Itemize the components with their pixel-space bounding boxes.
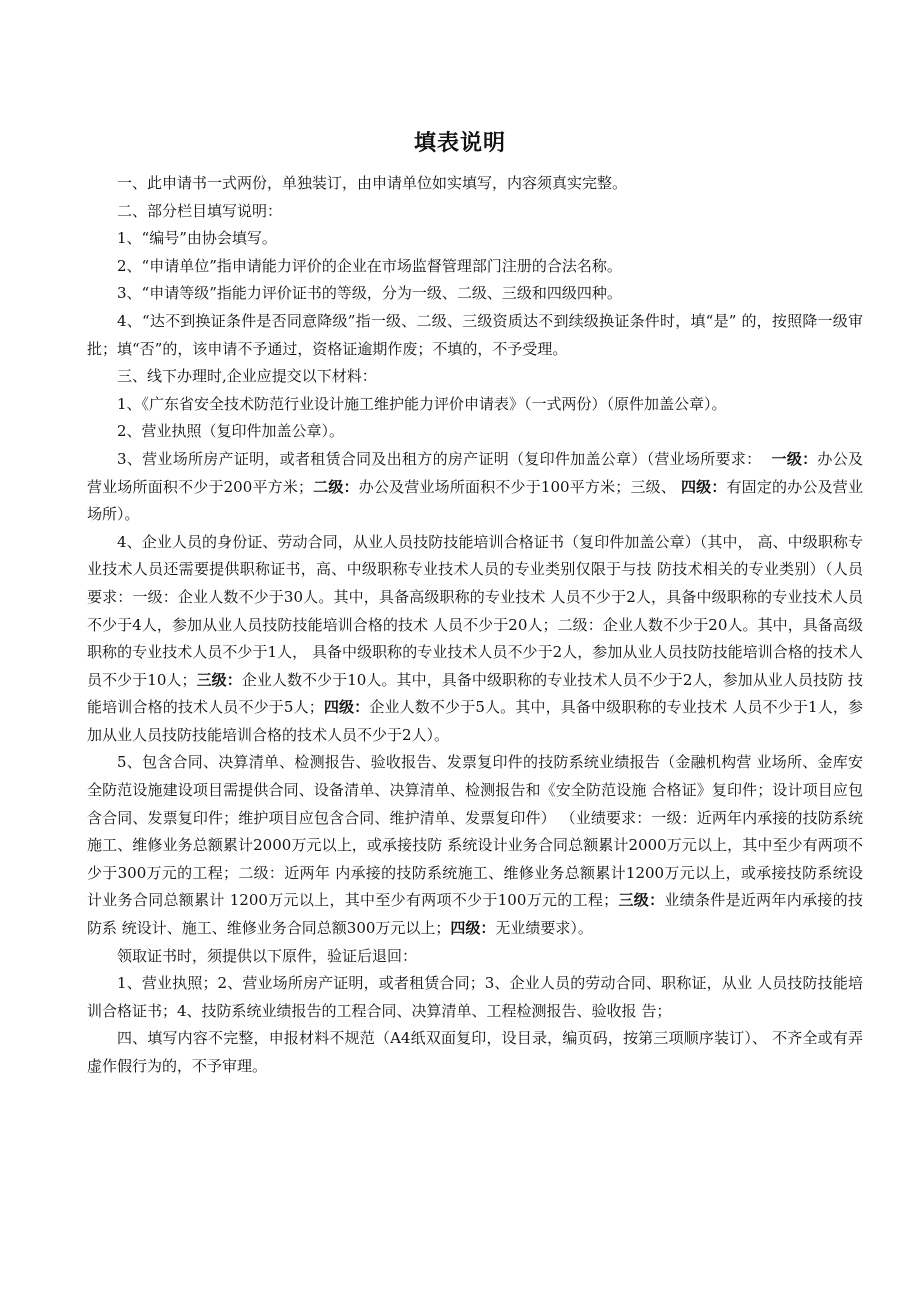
paragraph-p2 xyxy=(87,198,863,226)
text-segment: 3、“申请等级”指能力评价证书的等级，分为一级、二级、三级和四级四种。 xyxy=(117,284,622,303)
text-segment: 4、企业人员的身份证、劳动合同，从业人员技防技能培训合格证书（复印件加盖公章）（其中， 高、中级职称专业技术人员还需要提供职称证书，高、中级职称专业技术人员的专业类别仅限于与技 防技术相关的专业类别）（人员要求：一级：企业人数不少于30人。其中，具备高级职称的专业技术 人员不少于2人，具备中级职称的专业技术人员不少于4人，参加从业人员技防技能培训合格的技术 人员不少于20人；二级：企业人数不少于20人。其中，具备高级职称的专业技术人员不少于1人， 具备中级职称的专业技术人员不少于2人，参加从业人员技防技能培训合格的技术人员不少于10人； xyxy=(87,532,863,689)
paragraph-p4 xyxy=(87,253,863,281)
text-segment: 1、营业执照；2、营业场所房产证明，或者租赁合同；3、企业人员的劳动合同、职称证，从业 人员技防技能培训合格证书；4、技防系统业绩报告的工程合同、决算清单、工程检测报告、验收报 告； xyxy=(87,974,863,1020)
text-segment: 1、《广东省安全技术防范行业设计施工维护能力评价申请表》（一式两份）（原件加盖公章）。 xyxy=(117,394,727,413)
text-segment: 三、线下办理时,企业应提交以下材料： xyxy=(117,367,377,386)
paragraph-p9 xyxy=(87,418,863,446)
text-segment: 办公及营业场所面积不少于200平方米； xyxy=(87,449,863,496)
text-segment: 无业绩要求）。 xyxy=(495,919,593,938)
text-segment: 四、填写内容不完整，申报材料不规范（A4纸双面复印，设目录，编页码，按第三项顺序装订）、 不齐全或有弄虚作假行为的，不予审理。 xyxy=(87,1029,863,1075)
text-segment: 企业人数不少于5人。其中，具备中级职称的专业技术 人员不少于1人，参加从业人员技防技能培训合格的技术人员不少于2人）。 xyxy=(87,698,863,744)
paragraph-p8 xyxy=(87,391,863,419)
document-body xyxy=(87,170,863,1081)
text-segment: 一、此申请书一式两份，单独装订，由申请单位如实填写，内容须真实完整。 xyxy=(117,174,628,192)
text-segment: 1、“编号”由协会填写。 xyxy=(117,229,277,248)
bold-level-label: 四级： xyxy=(323,698,370,717)
text-segment: 有固定的办公及营业场所）。 xyxy=(87,477,863,524)
paragraph-p7 xyxy=(87,363,863,391)
text-segment: 2、“申请单位”指申请能力评价的企业在市场监督管理部门注册的合法名称。 xyxy=(117,256,622,275)
bold-level-label: 四级： xyxy=(450,919,496,938)
page-title: 填表说明 xyxy=(413,131,506,156)
text-segment: 业绩条件是近两年内承接的技防系 统设计、施工、维修业务合同总额300万元以上； xyxy=(87,891,863,938)
text-segment: 3、营业场所房产证明，或者租赁合同及出租方的房产证明（复印件加盖公章）（营业场所要求： xyxy=(117,449,772,468)
paragraph-p1 xyxy=(87,170,863,198)
paragraph-p3 xyxy=(87,225,863,253)
paragraph-p12 xyxy=(87,749,863,942)
text-segment: 5、包含合同、决算清单、检测报告、验收报告、发票复印件的技防系统业绩报告（金融机构营 业场所、金库安全防范设施建设项目需提供合同、设备清单、决算清单、检测报告和《安全防范设施 合格证》复印件；设计项目应包含合同、发票复印件；维护项目应包含合同、维护清单、发票复印件） （业绩要求：一级：近两年内承接的技防系统施工、维修业务总额累计2000万元以上，或承接技防 系统设计业务合同总额累计2000万元以上，其中至少有两项不少于300万元的工程；二级：近两年 内承接的技防系统施工、维修业务总额累计1200万元以上，或承接技防系统设计业务合同总额累计 1200万元以上，其中至少有两项不少于100万元的工程； xyxy=(87,753,863,910)
text-segment: 二、部分栏目填写说明： xyxy=(117,201,283,220)
bold-level-label: 一级： xyxy=(771,449,818,468)
text-segment: 4、“达不到换证条件是否同意降级”指一级、二级、三级资质达不到续级换证条件时，填“是” 的，按照降一级审批；填“否”的，该申请不予通过，资格证逾期作废；不填的，不予受理。 xyxy=(87,311,863,358)
bold-level-label: 四级： xyxy=(680,477,727,496)
bold-level-label: 二级： xyxy=(313,477,359,496)
paragraph-p10 xyxy=(87,446,863,529)
paragraph-p5 xyxy=(87,280,863,308)
paragraph-p15 xyxy=(87,1025,863,1080)
text-segment: 企业人数不少于10人。其中，具备中级职称的专业技术人员不少于2人，参加从业人员技防 技能培训合格的技术人员不少于5人； xyxy=(87,670,863,717)
paragraph-p14 xyxy=(87,970,863,1025)
bold-level-label: 三级： xyxy=(196,670,242,689)
paragraph-p11 xyxy=(87,529,863,750)
paragraph-p6 xyxy=(87,308,863,363)
bold-level-label: 三级： xyxy=(618,891,665,910)
text-segment: 办公及营业场所面积不少于100平方米；三级、 xyxy=(358,477,681,496)
paragraph-p13 xyxy=(87,943,863,971)
text-segment: 2、营业执照（复印件加盖公章）。 xyxy=(117,422,345,441)
text-segment: 领取证书时，须提供以下原件，验证后退回： xyxy=(117,946,418,965)
